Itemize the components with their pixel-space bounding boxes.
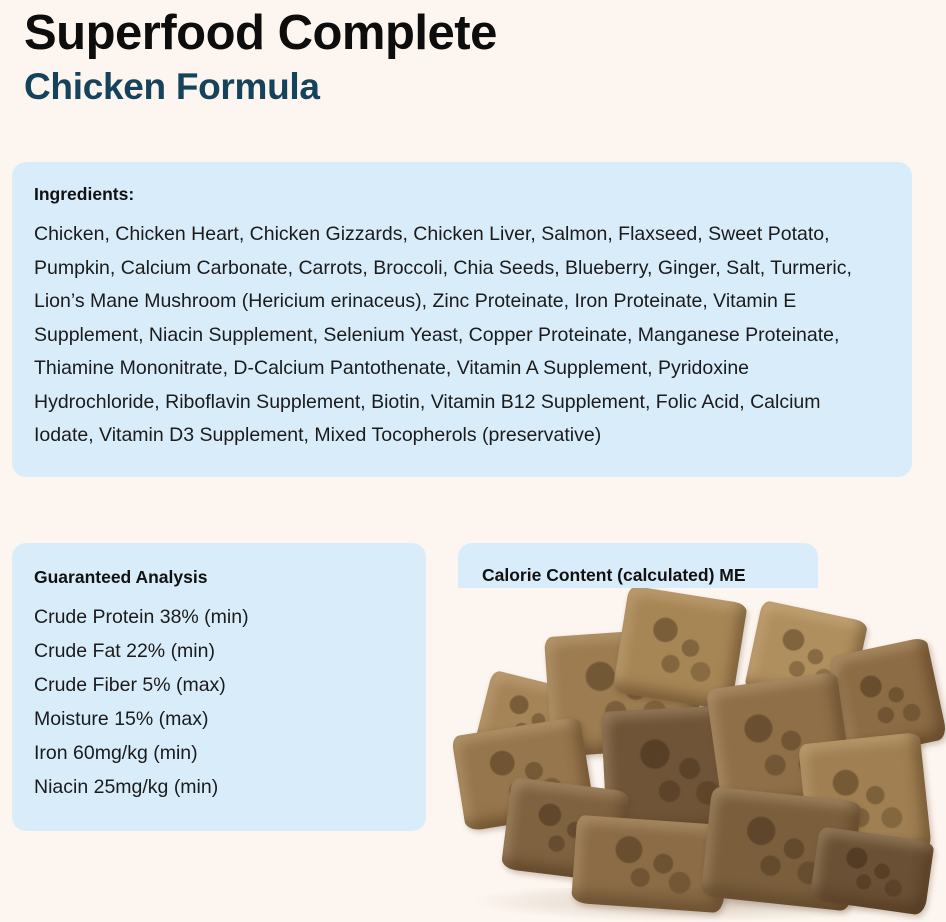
- calorie-content-heading: Calorie Content (calculated) ME: [482, 565, 746, 585]
- page-subtitle: Chicken Formula: [24, 65, 320, 107]
- list-item: Crude Fiber 5% (max): [34, 673, 226, 696]
- page-title: Superfood Complete: [24, 6, 497, 60]
- ingredients-text: Chicken, Chicken Heart, Chicken Gizzards, Chicken Liver, Salmon, Flaxseed, Sweet Potato, Pumpkin, Calcium Carbonate, Carrots, Broccoli, Chia Seeds, Blueberry, Ginger, Salt, Turmeric, Lion’s Mane Mushroom (Hericium erinaceus), Zinc Proteinate, Iron Proteinate, Vitamin E Supplement, Niacin Supplement, Selenium Yeast, Copper Proteinate, Manganese Proteinate, Thiamine Mononitrate, D-Calcium Pantothenate, Vitamin A Supplement, Pyridoxine Hydrochloride, Riboflavin Supplement, Biotin, Vitamin B12 Supplement, Folic Acid, Calcium Iodate, Vitamin D3 Supplement, Mixed Tocopherols (preservative): [34, 223, 852, 447]
- guaranteed-analysis-heading: Guaranteed Analysis: [34, 567, 208, 587]
- photo-drop-shadow: [472, 888, 924, 922]
- list-item: Iron 60mg/kg (min): [34, 741, 198, 764]
- product-photo: [452, 588, 946, 922]
- page-header: [0, 0, 946, 109]
- list-item: Crude Protein 38% (min): [34, 606, 249, 628]
- list-item: Crude Fat 22% (min): [34, 639, 215, 662]
- guaranteed-analysis-list: [34, 601, 404, 805]
- ingredients-heading: Ingredients:: [34, 184, 135, 204]
- list-item: Niacin 25mg/kg (min): [34, 775, 219, 798]
- guaranteed-analysis-panel: [12, 543, 426, 831]
- list-item: Moisture 15% (max): [34, 707, 209, 730]
- ingredients-panel: [12, 162, 912, 477]
